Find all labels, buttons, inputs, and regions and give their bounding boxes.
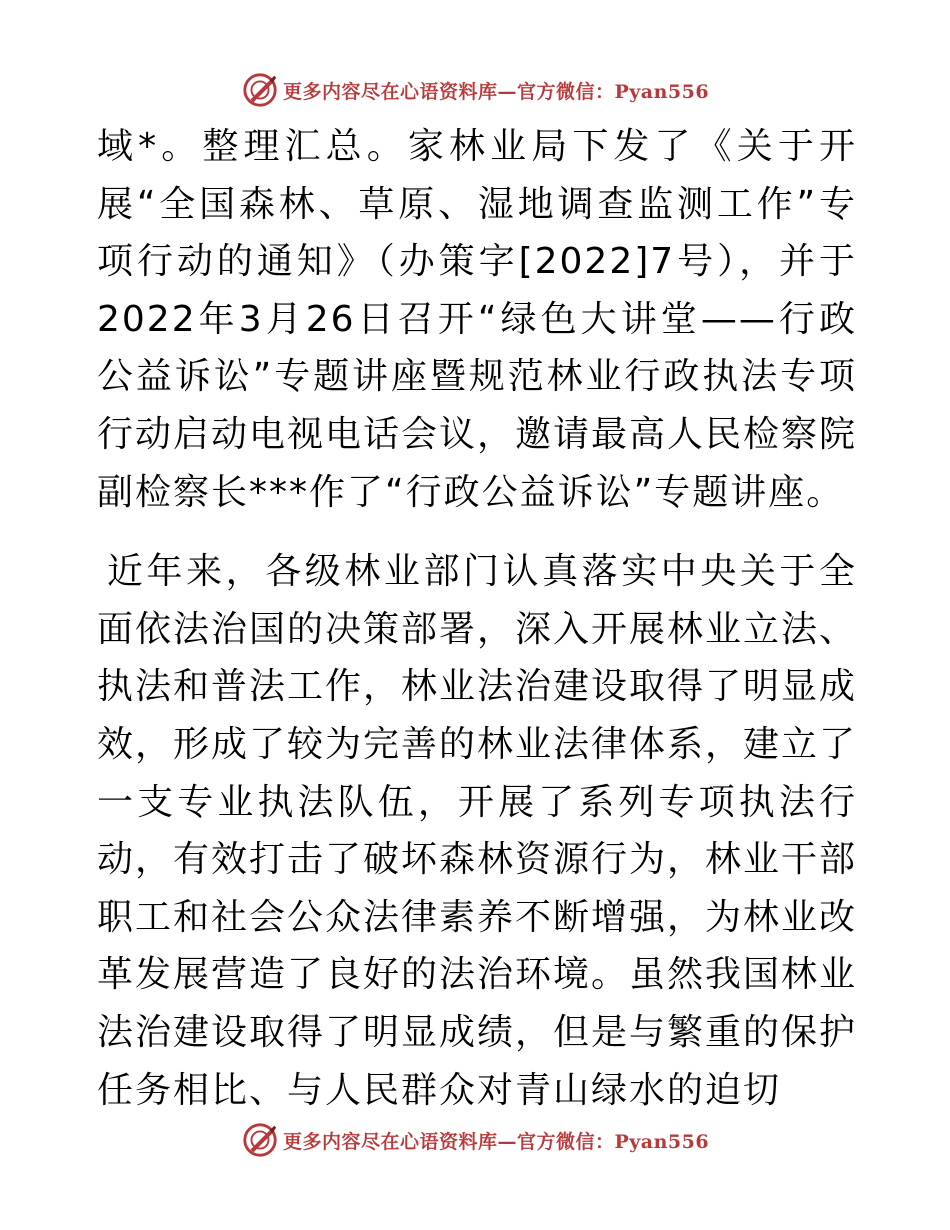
footer-banner-text: 更多内容尽在心语资料库—官方微信：Pyan556 [282,1130,710,1153]
header-banner-text: 更多内容尽在心语资料库—官方微信：Pyan556 [282,80,710,103]
paragraph-1: 域*。整理汇总。家林业局下发了《关于开展“全国森林、草原、湿地调查监测工作”专项行动的通知》（办策字[2022]7号），并于2022年3月26日召开“绿色大讲堂——行政公益诉讼”专题讲座暨规范林业行政执法专项行动启动电视电话会议，邀请最高人民检察院副检察长***作了“行政公益诉讼”专题讲座。 [97,126,858,513]
footer-banner [0,1118,950,1162]
paragraph-2: 近年来，各级林业部门认真落实中央关于全面依法治国的决策部署，深入开展林业立法、执法和普法工作，林业法治建设取得了明显成效，形成了较为完善的林业法律体系，建立了一支专业执法队伍，开展了系列专项执法行动，有效打击了破坏森林资源行为，林业干部职工和社会公众法律素养不断增强，为林业改革发展营造了良好的法治环境。虽然我国林业法治建设取得了明显成绩，但是与繁重的保护任务相比、与人民群众对青山绿水的迫切 [97,551,858,1111]
seal-logo-icon [241,71,279,109]
seal-logo-icon [241,1121,279,1159]
document-body [97,118,857,1119]
header-banner [0,68,950,112]
